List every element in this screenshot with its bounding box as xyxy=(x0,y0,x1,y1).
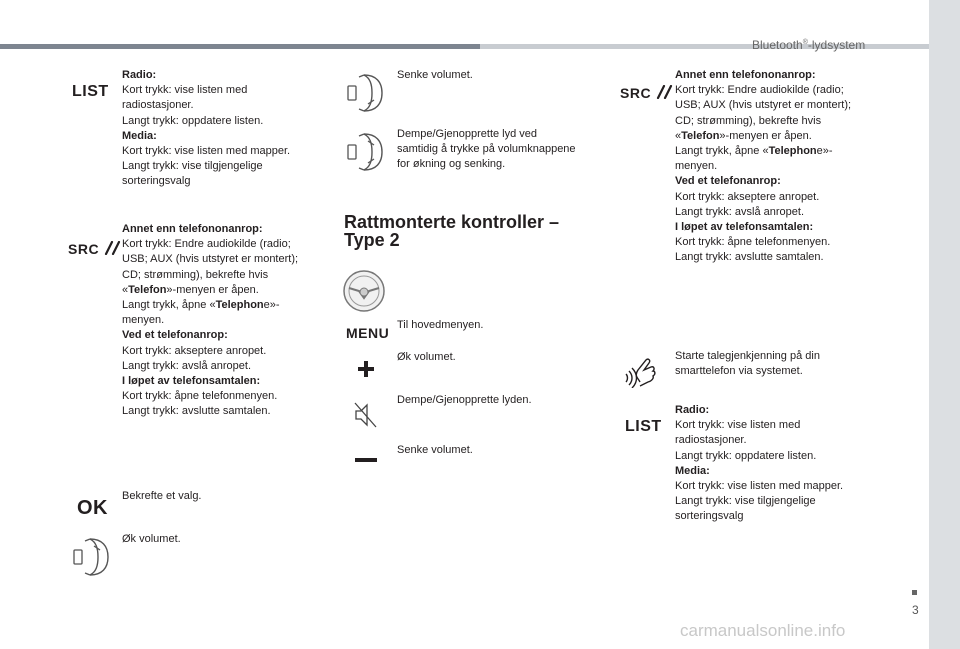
menu-icon: MENU xyxy=(346,325,390,341)
col1-src-block: Annet enn telefononanrop: Kort trykk: Endre audiokilde (radio; USB; AUX (hvis utstyret er montert); CD; strømming), bekrefte hvis «Telefon»-menyen er åpen. Langt trykk, åpne «Telephone»- menyen. Ved et telefonanrop: Kort trykk: akseptere anropet. Langt trykk: avslå anropet. I løpet av telefonsamtalen: Kort trykk: åpne telefonmenyen. Langt trykk: avslutte samtalen. xyxy=(122,223,299,418)
voice-command-icon xyxy=(624,356,660,388)
col3-voice-block: Starte talegjenkjenning på din smarttelefon via systemet. xyxy=(675,350,820,378)
col2-menu-text: Til hovedmenyen. xyxy=(397,319,484,331)
plus-icon xyxy=(356,359,376,379)
volume-down-wheel-icon xyxy=(344,72,386,114)
watermark: carmanualsonline.info xyxy=(680,621,846,640)
section-heading: Rattmonterte kontroller – Type 2 xyxy=(344,212,560,250)
header-rule-dark xyxy=(0,44,480,49)
col2-mute2-text: Dempe/Gjenopprette lyden. xyxy=(397,394,532,406)
list-icon: LIST xyxy=(72,83,109,100)
right-sidebar-band xyxy=(929,0,960,649)
page-marker xyxy=(912,590,917,595)
src-icon-2: SRC xyxy=(620,85,674,103)
ok-icon: OK xyxy=(77,497,108,519)
col1-radio-block: Radio: Kort trykk: vise listen med radiostasjoner. Langt trykk: oppdatere listen. Media: Kort trykk: vise listen med mapper. Langt trykk: vise tilgjengelige sorteringsvalg xyxy=(122,69,291,188)
col3-src-block: Annet enn telefononanrop: Kort trykk: Endre audiokilde (radio; USB; AUX (hvis utstyret er montert); CD; strømming), bekrefte hvis «Telefon»-menyen er åpen. Langt trykk, åpne «Telephone»- menyen. Ved et telefonanrop: Kort trykk: akseptere anropet. Langt trykk: avslå anropet. I løpet av telefonsamtalen: Kort trykk: åpne telefonmenyen. Langt trykk: avslutte samtalen. xyxy=(675,69,852,264)
list-icon-2: LIST xyxy=(625,418,662,435)
col1-vol-up-text: Øk volumet. xyxy=(122,533,181,545)
volume-up-wheel-icon xyxy=(70,536,112,578)
steering-wheel-icon xyxy=(341,268,387,314)
col3-radio-block: Radio: Kort trykk: vise listen med radiostasjoner. Langt trykk: oppdatere listen. Media: Kort trykk: vise listen med mapper. Langt trykk: vise tilgjengelige sorteringsvalg xyxy=(675,404,844,523)
col2-mute-block: Dempe/Gjenopprette lyd ved samtidig å trykke på volumknappene for økning og senking. xyxy=(397,128,576,171)
minus-icon xyxy=(355,456,377,464)
col2-minus-text: Senke volumet. xyxy=(397,444,473,456)
section-title: Bluetooth®-lydsystem xyxy=(752,38,866,52)
mute-speaker-icon xyxy=(354,402,378,428)
col2-vol-down-text: Senke volumet. xyxy=(397,69,473,81)
mute-wheel-icon xyxy=(344,131,386,173)
page-number: 3 xyxy=(912,603,919,617)
col2-plus-text: Øk volumet. xyxy=(397,351,456,363)
src-icon: SRC xyxy=(68,241,122,259)
col1-ok-text: Bekrefte et valg. xyxy=(122,490,202,502)
